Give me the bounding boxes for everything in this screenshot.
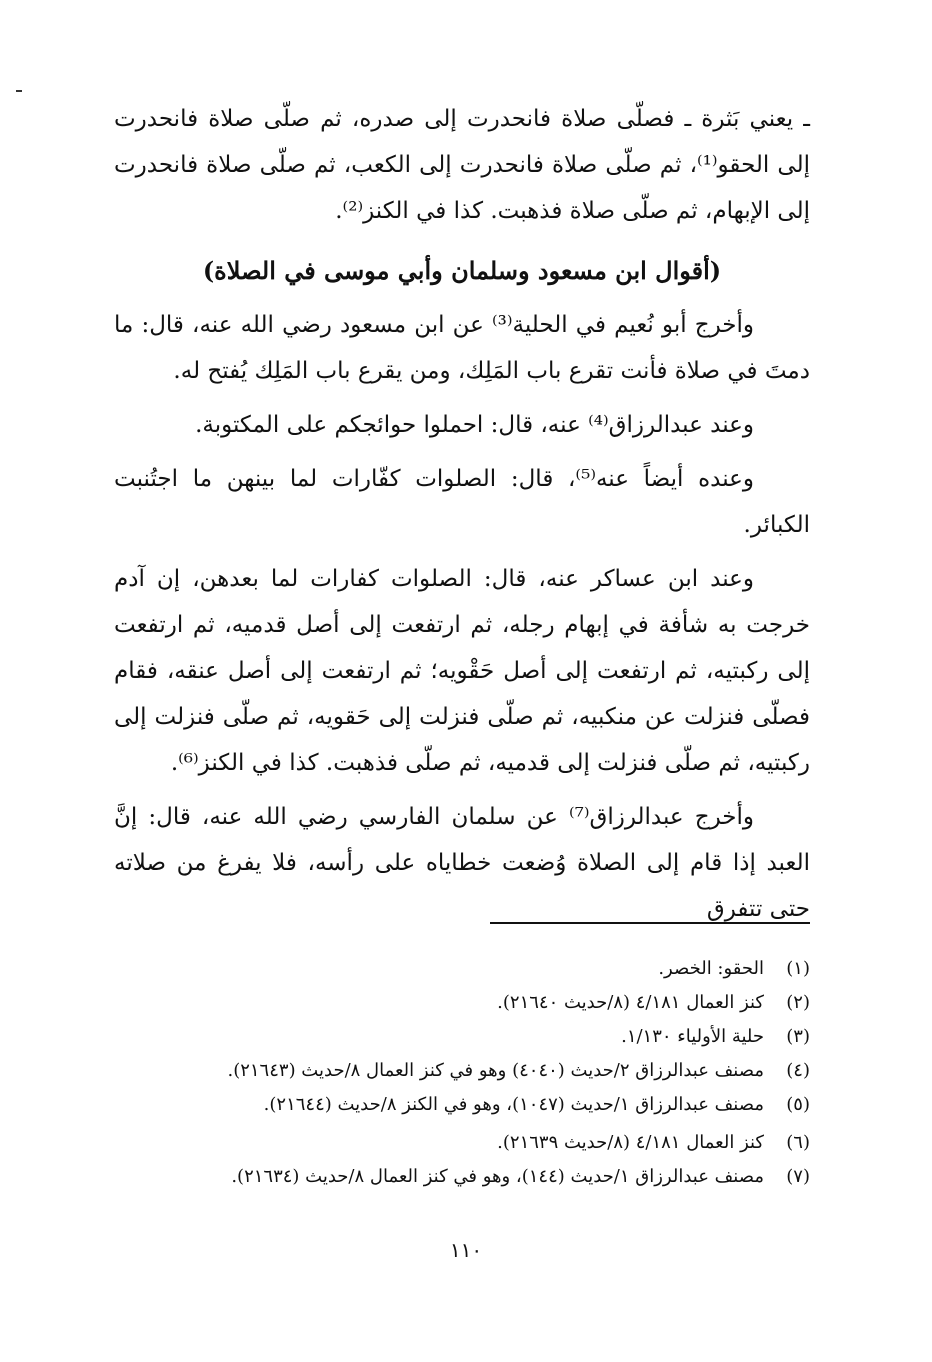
main-text [114, 96, 810, 940]
page-number: ١١٠ [449, 1238, 483, 1262]
footnote-separator [490, 922, 810, 924]
footnote-number: (٣) [786, 1026, 810, 1047]
paragraph-kaffarat: وعنده أيضاً عنه⁽⁵⁾، قال: الصلوات كفّارات لما بينهن ما اجتُنبت الكبائر. [114, 466, 810, 538]
footnote-item [114, 1054, 810, 1088]
footnote-item [114, 1126, 810, 1160]
footnotes [114, 952, 810, 1194]
footnote-item [114, 952, 810, 986]
footnote-number: (٥) [786, 1094, 810, 1115]
footnote-text: كنز العمال ٤/١٨١ (٨/حديث ٢١٦٤٠). [497, 992, 764, 1013]
footnote-text: مصنف عبدالرزاق ٢/حديث (٤٠٤٠) وهو في كنز العمال ٨/حديث (٢١٦٤٣). [227, 1060, 764, 1081]
paragraph-abdulrazzaq: وعند عبدالرزاق⁽⁴⁾ عنه، قال: احملوا حوائجكم على المكتوبة. [195, 412, 754, 438]
footnote-item [114, 986, 810, 1020]
footnote-text: كنز العمال ٤/١٨١ (٨/حديث ٢١٦٣٩). [497, 1132, 764, 1153]
section-heading: (أقوال ابن مسعود وسلمان وأبي موسى في الصلاة) [202, 256, 722, 285]
footnote-item [114, 1020, 810, 1054]
paragraph-ibn-masud: وأخرج أبو نُعيم في الحلية⁽³⁾ عن ابن مسعود رضي الله عنه، قال: ما دمتَ في صلاة فأنت تقرع باب المَلِك، ومن يقرع باب المَلِك يُفتح له. [114, 312, 810, 384]
footnote-number: (٦) [786, 1132, 810, 1153]
footnote-text: مصنف عبدالرزاق ١/حديث (١٤٤)، وهو في كنز العمال ٨/حديث (٢١٦٣٤). [231, 1166, 764, 1187]
paragraph-salman: وأخرج عبدالرزاق⁽⁷⁾ عن سلمان الفارسي رضي الله عنه، قال: إنَّ العبد إذا قام إلى الصلاة وُضعت خطاياه على رأسه، فلا يفرغ من صلاته حتى تتفرق [114, 804, 810, 922]
paragraph-ibn-asakir: وعند ابن عساكر عنه، قال: الصلوات كفارات لما بعدهن، إن آدم خرجت به شأفة في إبهام رجله، ثم ارتفعت إلى أصل قدميه، ثم ارتفعت إلى ركبتيه، ثم ارتفعت إلى أصل حَقْويه؛ ثم ارتفعت إلى أصل عنقه، فقام فصلّى فنزلت عن منكبيه، ثم صلّى فنزلت إلى حَقويه، ثم صلّى فنزلت إلى ركبتيه، ثم صلّى فنزلت إلى قدميه، ثم صلّى فذهبت. كذا في الكنز⁽⁶⁾. [114, 566, 810, 776]
footnote-number: (٢) [786, 992, 810, 1013]
footnote-item [114, 1088, 810, 1122]
footnote-text: حلية الأولياء ١/١٣٠. [621, 1026, 764, 1047]
footnote-number: (٧) [786, 1166, 810, 1187]
footnote-number: (١) [786, 958, 810, 979]
paragraph-continuation: ـ يعني بَثرة ـ فصلّى صلاة فانحدرت إلى صدره، ثم صلّى صلاة فانحدرت إلى الحقو⁽¹⁾، ثم صلّى صلاة فانحدرت إلى الكعب، ثم صلّى صلاة فانحدرت إلى الإبهام، ثم صلّى صلاة فذهبت. كذا في الكنز⁽²⁾. [114, 106, 810, 224]
footnote-text: مصنف عبدالرزاق ١/حديث (١٠٤٧)، وهو في الكنز ٨/حديث (٢١٦٤٤). [263, 1094, 764, 1115]
footnote-item [114, 1160, 810, 1194]
footnote-number: (٤) [786, 1060, 810, 1081]
footnote-text: الحقو: الخصر. [658, 958, 764, 979]
margin-mark [16, 90, 22, 92]
